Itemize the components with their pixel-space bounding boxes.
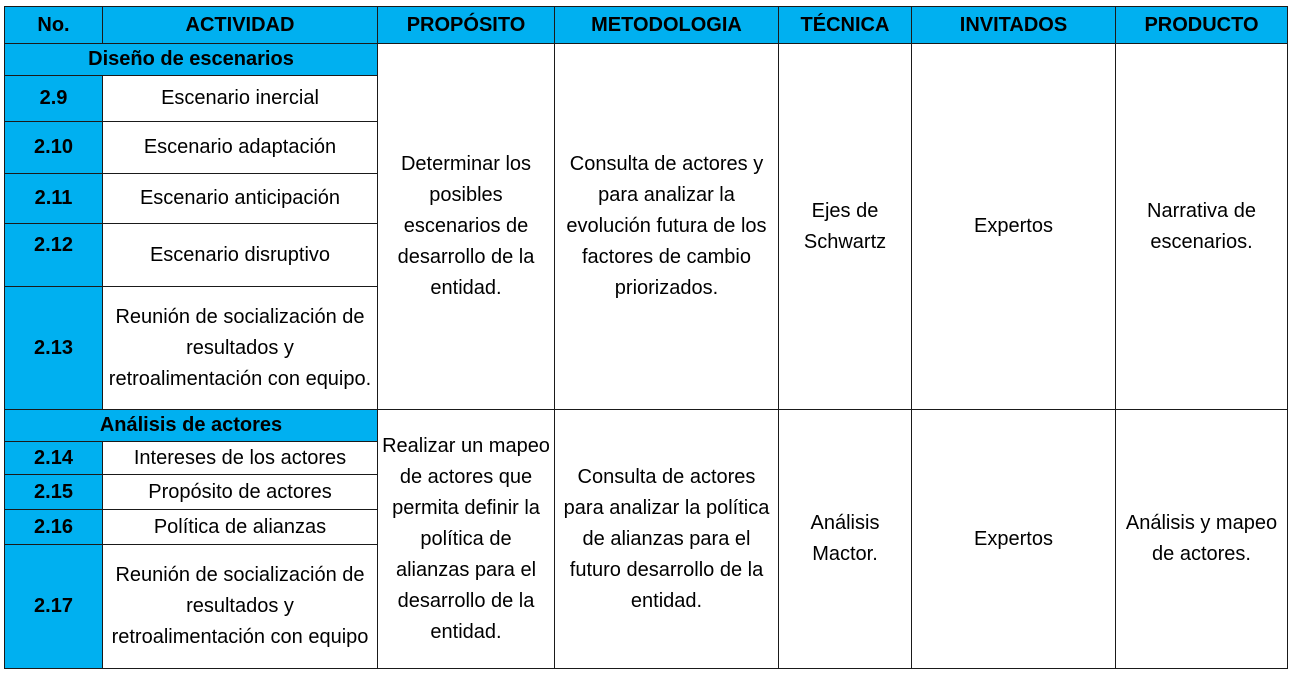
metodologia-cell: Consulta de actores y para analizar la evolución futura de los factores de cambio priorizados.	[555, 44, 779, 410]
row-activity: Reunión de socialización de resultados y retroalimentación con equipo	[103, 545, 378, 669]
row-activity: Escenario adaptación	[103, 122, 378, 174]
row-activity: Política de alianzas	[103, 510, 378, 545]
section-title: Análisis de actores	[5, 410, 378, 442]
metodologia-cell: Consulta de actores para analizar la política de alianzas para el futuro desarrollo de la entidad.	[555, 410, 779, 669]
row-activity: Intereses de los actores	[103, 442, 378, 475]
row-number: 2.11	[5, 174, 103, 224]
row-number: 2.10	[5, 122, 103, 174]
row-activity: Propósito de actores	[103, 475, 378, 510]
producto-cell: Narrativa de escenarios.	[1116, 44, 1288, 410]
section-row	[5, 44, 1288, 76]
proposito-cell: Determinar los posibles escenarios de desarrollo de la entidad.	[378, 44, 555, 410]
tecnica-cell: Análisis Mactor.	[779, 410, 912, 669]
header-actividad: ACTIVIDAD	[103, 7, 378, 44]
row-number: 2.17	[5, 545, 103, 669]
row-activity: Escenario inercial	[103, 76, 378, 122]
row-number: 2.9	[5, 76, 103, 122]
header-no: No.	[5, 7, 103, 44]
producto-cell: Análisis y mapeo de actores.	[1116, 410, 1288, 669]
row-number: 2.15	[5, 475, 103, 510]
section-title: Diseño de escenarios	[5, 44, 378, 76]
header-row	[5, 7, 1288, 44]
invitados-cell: Expertos	[912, 410, 1116, 669]
tecnica-cell: Ejes de Schwartz	[779, 44, 912, 410]
header-producto: PRODUCTO	[1116, 7, 1288, 44]
header-tecnica: TÉCNICA	[779, 7, 912, 44]
row-number: 2.12	[5, 224, 103, 287]
row-number: 2.16	[5, 510, 103, 545]
section-row	[5, 410, 1288, 442]
header-metodologia: METODOLOGIA	[555, 7, 779, 44]
row-number: 2.14	[5, 442, 103, 475]
row-activity: Reunión de socialización de resultados y retroalimentación con equipo.	[103, 287, 378, 410]
header-invitados: INVITADOS	[912, 7, 1116, 44]
row-activity: Escenario disruptivo	[103, 224, 378, 287]
row-activity: Escenario anticipación	[103, 174, 378, 224]
proposito-cell: Realizar un mapeo de actores que permita definir la política de alianzas para el desarrollo de la entidad.	[378, 410, 555, 669]
row-number: 2.13	[5, 287, 103, 410]
header-proposito: PROPÓSITO	[378, 7, 555, 44]
activities-table	[4, 6, 1288, 669]
invitados-cell: Expertos	[912, 44, 1116, 410]
